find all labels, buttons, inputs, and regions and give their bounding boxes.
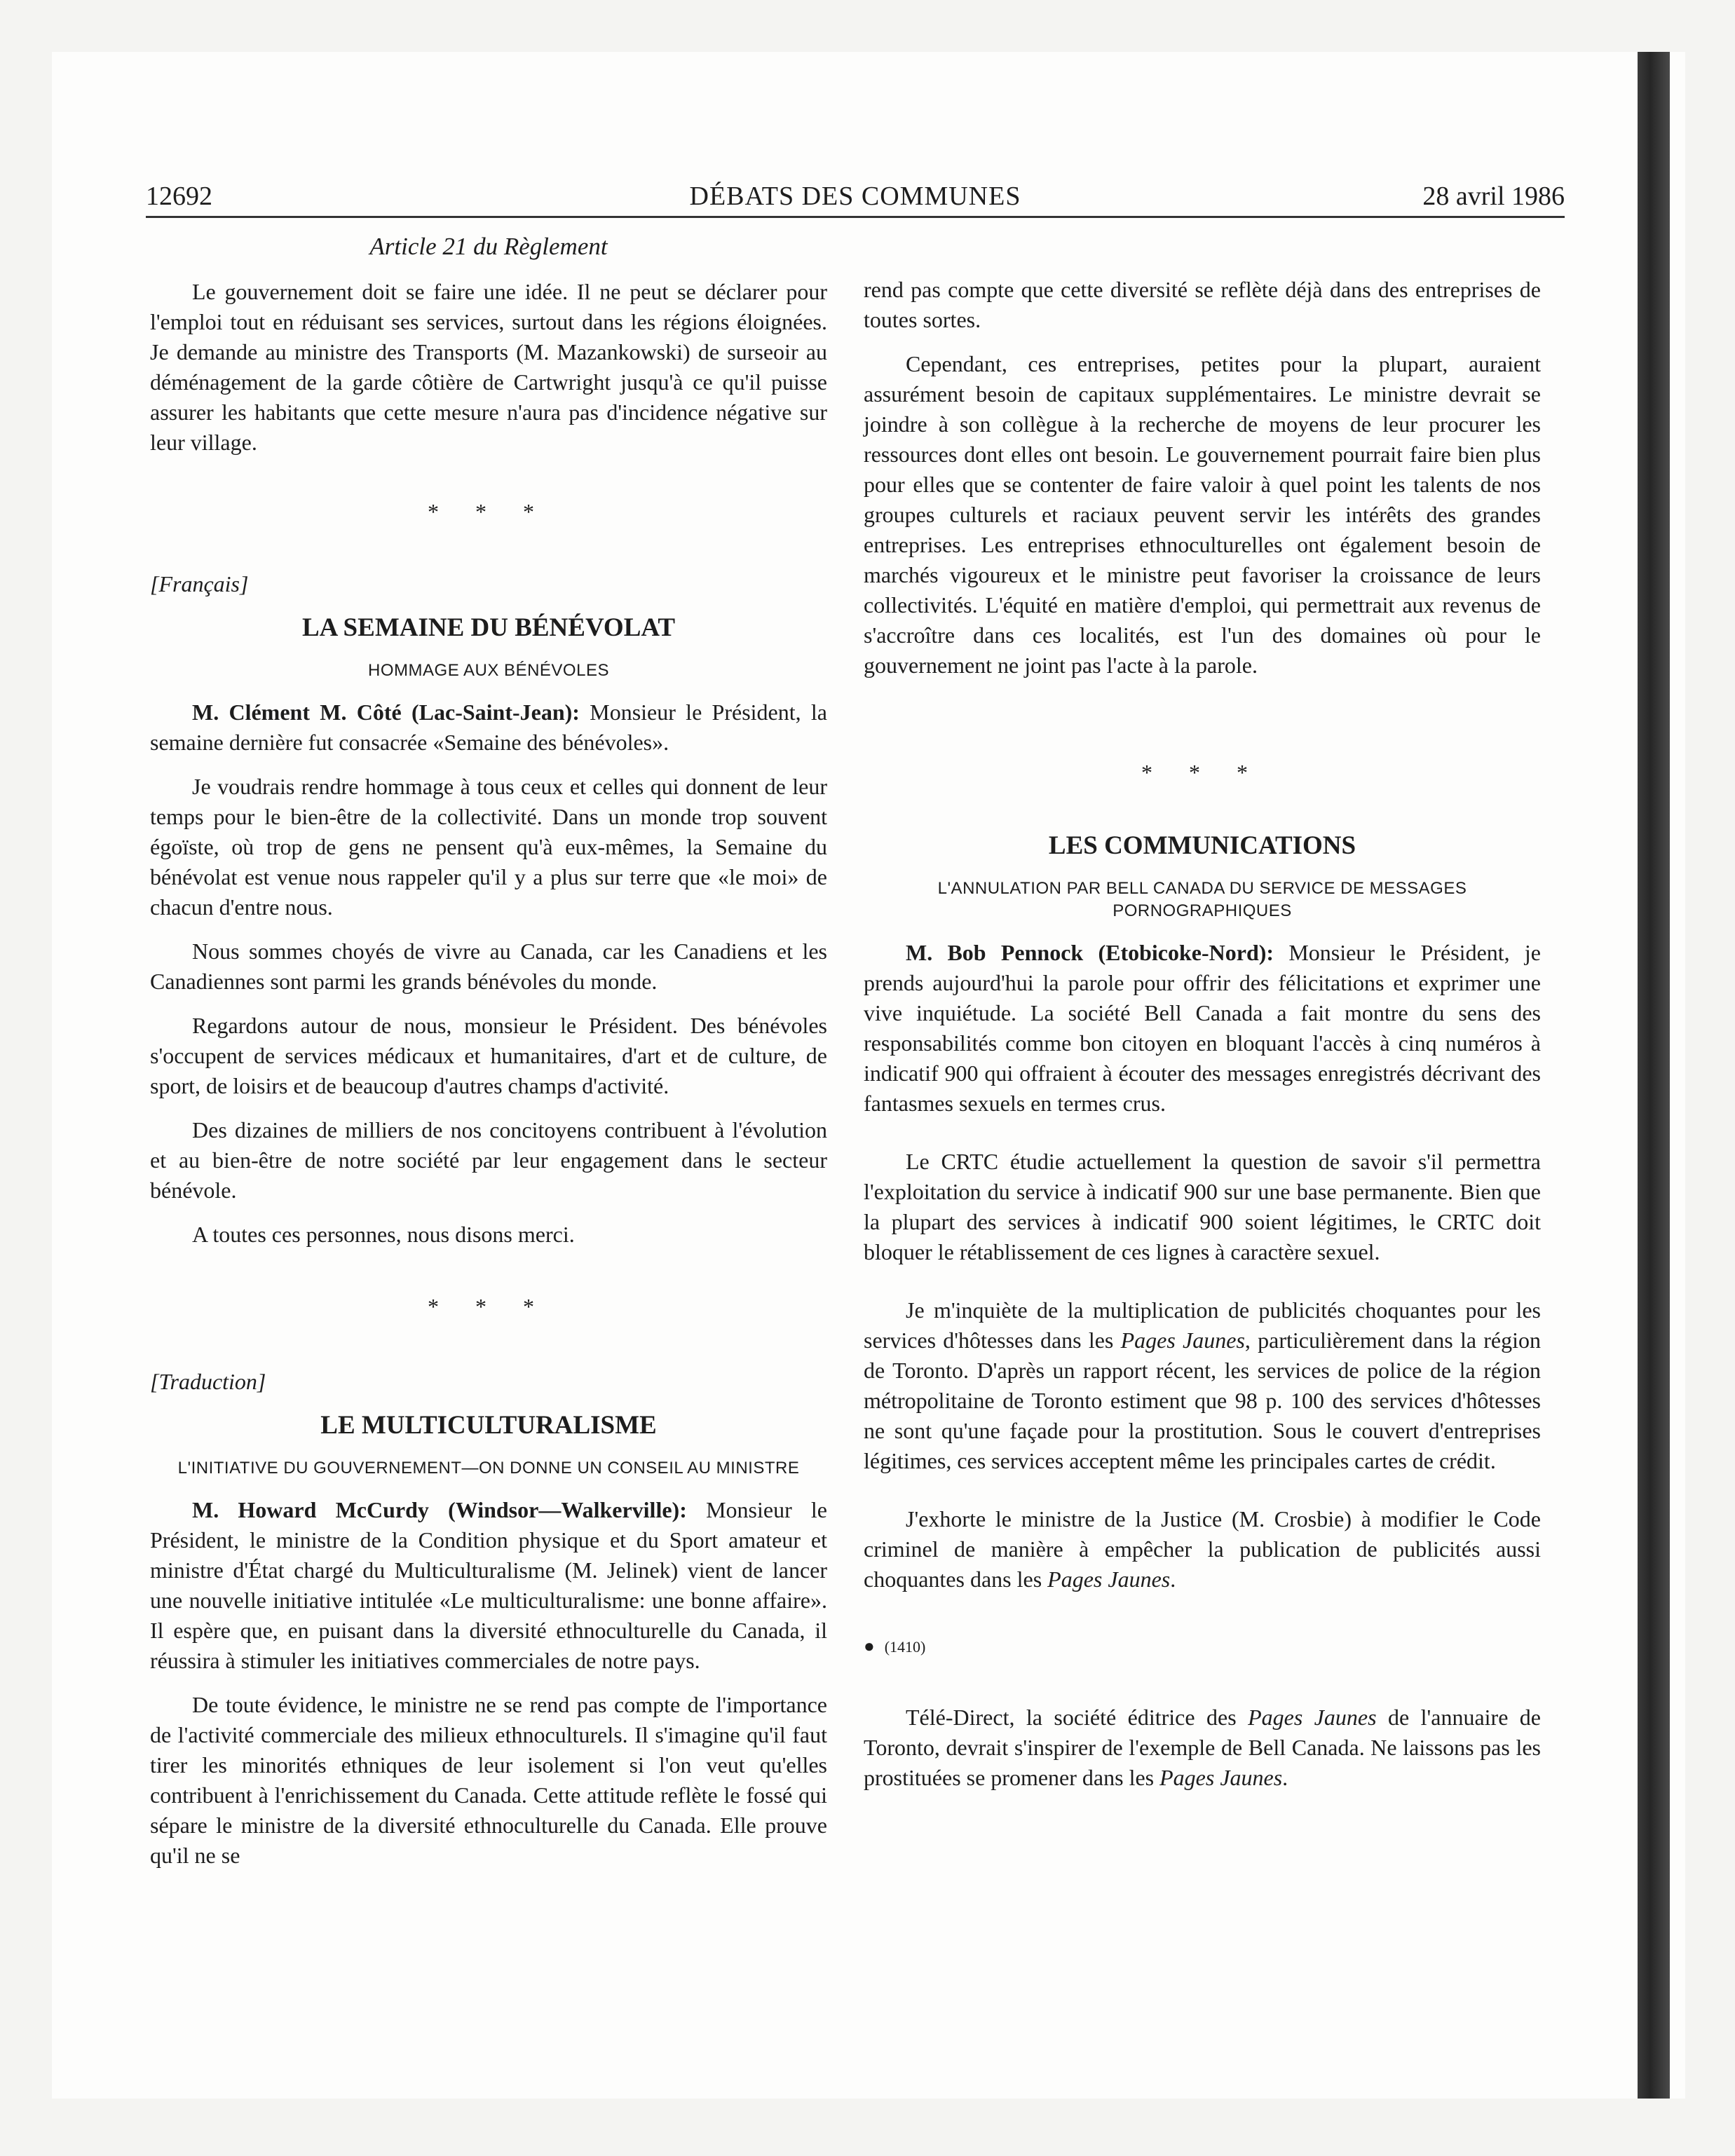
paragraph: Nous sommes choyés de vivre au Canada, car les Canadiens et les Canadiennes sont parmi les grands bénévoles du monde. (150, 939, 827, 994)
paragraph: Regardons autour de nous, monsieur le Président. Des bénévoles s'occupent de services médicaux et humanitaires, d'art et de culture, de sport, de loisirs et de beaucoup d'autres champs d'activité. (150, 1013, 827, 1098)
page-header (146, 181, 1565, 218)
header-date: 28 avril 1986 (1422, 182, 1565, 211)
section-subheading: L'INITIATIVE DU GOUVERNEMENT—ON DONNE UN CONSEIL AU MINISTRE (177, 1459, 800, 1478)
timestamp: ● (1410) (864, 1636, 926, 1656)
bullet-icon: ● (864, 1636, 875, 1656)
section-separator: * * * (428, 1294, 550, 1319)
speaker-name: M. Clément M. Côté (Lac-Saint-Jean): (192, 700, 580, 725)
paragraph: Je voudrais rendre hommage à tous ceux et celles qui donnent de leur temps pour le bien-être de la collectivité. Dans un monde trop souvent égoïste, où trop de gens ne pensent qu'à eux-mêmes, la Semaine du bénévolat est venue nous rappeler qu'il y a plus sur terre que «le moi» de chacun d'entre nous. (150, 774, 827, 920)
paragraph: J'exhorte le ministre de la Justice (M. Crosbie) à modifier le Code criminel de manière à empêcher la publication de publicités aussi choquantes dans les Pages Jaunes. (864, 1506, 1541, 1592)
scan-edge (1638, 52, 1670, 2099)
section-subheading: HOMMAGE AUX BÉNÉVOLES (368, 661, 609, 680)
paragraph: A toutes ces personnes, nous disons merci. (192, 1222, 575, 1247)
paragraph: M. Clément M. Côté (Lac-Saint-Jean): Monsieur le Président, la semaine dernière fut consacrée «Semaine des bénévoles». (150, 700, 828, 755)
journal-title: DÉBATS DES COMMUNES (689, 182, 1021, 211)
right-column (864, 275, 1541, 1793)
section-heading: LES COMMUNICATIONS (1048, 831, 1356, 860)
article-reference: Article 21 du Règlement (369, 233, 608, 260)
section-heading: LE MULTICULTURALISME (320, 1411, 657, 1440)
section-heading: LA SEMAINE DU BÉNÉVOLAT (301, 613, 676, 642)
speaker-name: M. Bob Pennock (Etobicoke-Nord): (906, 940, 1274, 965)
paragraph: M. Howard McCurdy (Windsor—Walkerville): Monsieur le Président, le ministre de la Condition physique et du Sport amateur et ministre d'État chargé du Multiculturalisme (M. Jelinek) vient de lancer une nouvelle initiative intitulée «Le multiculturalisme: une bonne affaire». Il espère que, en puisant dans la diversité ethnoculturelle du Canada, il réussira à stimuler les initiatives commerciales de notre pays. (150, 1497, 828, 1673)
left-column (150, 231, 827, 1871)
language-tag: [Français] (150, 571, 249, 596)
paragraph: De toute évidence, le ministre ne se rend pas compte de l'importance de l'activité commerciale des milieux ethnoculturels. Il s'imagine qu'il faut tirer les minorités ethniques de leur isolement si l'on veut qu'elles contribuent à l'enrichissement du Canada. Cette attitude reflète le fossé qui sépare le ministre de la diversité ethnoculturelle du Canada. Elle prouve qu'il ne se (150, 1692, 827, 1868)
paragraph: M. Bob Pennock (Etobicoke-Nord): Monsieur le Président, je prends aujourd'hui la parole pour offrir des félicitations et exprimer une vive inquiétude. La société Bell Canada a fait montre du sens des responsabilités comme bon citoyen en bloquant l'accès à cinq numéros à indicatif 900 qui offraient à écouter des messages enregistrés décrivant des fantasmes sexuels en termes crus. (864, 940, 1541, 1116)
paragraph: Je m'inquiète de la multiplication de publicités choquantes pour les services d'hôtesses dans les Pages Jaunes, particulièrement dans la région de Toronto. D'après un rapport récent, les services de police de la région métropolitaine de Toronto estiment que 98 p. 100 des services d'hôtesses ne sont qu'une façade pour la prostitution. Sous le couvert d'entreprises légitimes, ces services acceptent même les principales cartes de crédit. (864, 1297, 1542, 1473)
paragraph: Des dizaines de milliers de nos concitoyens contribuent à l'évolution et au bien-être de notre société par leur engagement dans le secteur bénévole. (150, 1117, 827, 1203)
paragraph: Le CRTC étudie actuellement la question de savoir s'il permettra l'exploitation du service à indicatif 900 sur une base permanente. Bien que la plupart des services à indicatif 900 soient légitimes, le CRTC doit bloquer le rétablissement de ces lignes à caractère sexuel. (864, 1149, 1541, 1264)
section-separator: * * * (428, 499, 550, 524)
paragraph: Cependant, ces entreprises, petites pour la plupart, auraient assurément besoin de capitaux supplémentaires. Le ministre devrait se joindre à son collègue à la recherche de moyens de leur procurer les ressources dont elles ont besoin. Le gouvernement pourrait faire bien plus pour elles que se contenter de faire valoir à quel point les talents de nos groupes culturels et raciaux peuvent servir les intérêts des grandes entreprises. Les entreprises ethnoculturelles ont également besoin de marchés vigoureux et le ministre peut favoriser la croissance de leurs collectivités. L'équité en matière d'emploi, qui permettrait aux revenus de s'accroître dans ces localités, est l'un des domaines où pour le gouvernement ne joint pas l'acte à la parole. (864, 351, 1541, 678)
section-subheading: L'ANNULATION PAR BELL CANADA DU SERVICE DE MESSAGES PORNOGRAPHIQUES (937, 879, 1467, 920)
paragraph: Télé-Direct, la société éditrice des Pages Jaunes de l'annuaire de Toronto, devrait s'inspirer de l'exemple de Bell Canada. Ne laissons pas les prostituées se promener dans les Pages Jaunes. (864, 1705, 1542, 1790)
paragraph: rend pas compte que cette diversité se reflète déjà dans des entreprises de toutes sortes. (864, 277, 1541, 332)
speaker-name: M. Howard McCurdy (Windsor—Walkerville): (192, 1497, 687, 1522)
page-number: 12692 (146, 182, 212, 211)
paragraph: Le gouvernement doit se faire une idée. Il ne peut se déclarer pour l'emploi tout en réduisant ses services, surtout dans les régions éloignées. Je demande au ministre des Transports (M. Mazankowski) de surseoir au déménagement de la garde côtière de Cartwright jusqu'à ce qu'il puisse assurer les habitants que cette mesure n'aura pas d'incidence négative sur leur village. (150, 279, 827, 455)
language-tag: [Traduction] (150, 1369, 266, 1394)
section-separator: * * * (1141, 760, 1263, 785)
